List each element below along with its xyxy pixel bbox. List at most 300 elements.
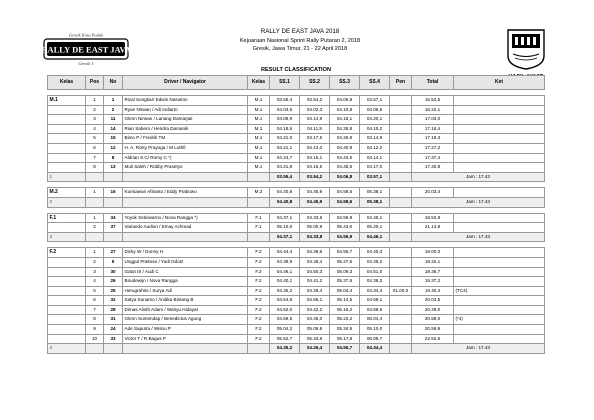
class-label: M.2: [48, 188, 86, 198]
total-cell: 17.16,4: [412, 124, 454, 134]
table-row: [48, 223, 545, 233]
driver-navigator-cell: Dicky W / Donny H: [123, 248, 248, 258]
total-cell: 22.52,5: [412, 334, 454, 344]
class-cell: M.1: [248, 153, 270, 163]
best-ss4: 04.34,4: [360, 344, 390, 354]
class-label: [48, 257, 86, 267]
empty-cell: [123, 232, 248, 242]
position-cell: 3: [86, 267, 104, 277]
driver-navigator-cell: Boudewijn / Nova Rangga: [123, 277, 248, 287]
ss1-cell: 04.52,0: [270, 305, 300, 315]
class-label: [48, 277, 86, 287]
best-ss1: 04.37,1: [270, 232, 300, 242]
empty-cell: [390, 232, 412, 242]
car-number-cell: 30: [104, 267, 123, 277]
empty-cell: [248, 344, 270, 354]
ss2-cell: 04.16,5: [300, 163, 330, 173]
table-row: [48, 267, 545, 277]
penalty-cell: [390, 257, 412, 267]
ss2-cell: 04.17,5: [300, 134, 330, 144]
remark-cell: [454, 134, 545, 144]
position-cell: 3: [86, 115, 104, 125]
penalty-cell: [390, 96, 412, 106]
car-number-cell: 16: [104, 188, 123, 198]
position-cell: 1: [86, 248, 104, 258]
penalty-cell: [390, 296, 412, 306]
driver-navigator-cell: Yoyok Setiowarno / Nova Rangga *): [123, 213, 248, 223]
car-number-cell: 25: [104, 286, 123, 296]
rally-logo-text: RALLY DE EAST JAVA: [41, 44, 131, 55]
ss3-cell: 04.06,8: [330, 96, 360, 106]
remark-cell: [454, 305, 545, 315]
remark-cell: [454, 325, 545, 335]
best-ss3: 04.58,6: [330, 197, 360, 207]
ss2-cell: 04.45,0: [300, 315, 330, 325]
column-header: SS.3: [330, 76, 360, 90]
rally-logo-subtext: Gresik Kota Pudak: [68, 32, 104, 38]
class-label: M.1: [48, 96, 86, 106]
remark-cell: [454, 105, 545, 115]
position-cell: 5: [86, 286, 104, 296]
position-cell: 2: [86, 223, 104, 233]
ss3-cell: 05.09,3: [330, 267, 360, 277]
best-ss3: 04.55,7: [330, 344, 360, 354]
empty-cell: [248, 197, 270, 207]
ss4-cell: 05.38,1: [360, 188, 390, 198]
total-cell: 20.03,5: [412, 296, 454, 306]
position-cell: 7: [86, 153, 104, 163]
table-row: [48, 213, 545, 223]
ss4-cell: 04.20,1: [360, 115, 390, 125]
position-cell: 7: [86, 305, 104, 315]
ss4-cell: 05.10,0: [360, 325, 390, 335]
class-cell: F.2: [248, 248, 270, 258]
rally-logo: [40, 30, 132, 68]
car-number-cell: 2: [104, 105, 123, 115]
driver-navigator-cell: Bimo P / Fredrik TM: [123, 134, 248, 144]
class-label: [48, 153, 86, 163]
class-label: [48, 124, 86, 134]
empty-cell: [104, 197, 123, 207]
ss3-cell: 05.04,4: [330, 286, 360, 296]
class-cell: M.1: [248, 124, 270, 134]
driver-navigator-cell: Glenn Nirwan / Lanang Damarjati: [123, 115, 248, 125]
ss2-cell: 04.13,0: [300, 143, 330, 153]
car-number-cell: 37: [104, 223, 123, 233]
ss4-cell: 05.20,1: [360, 223, 390, 233]
ss3-cell: 04.18,1: [330, 115, 360, 125]
group-rank: 2: [48, 197, 86, 207]
ss4-cell: 04.46,1: [360, 213, 390, 223]
class-label: [48, 115, 86, 125]
car-number-cell: 8: [104, 153, 123, 163]
ss3-cell: 04.43,5: [330, 153, 360, 163]
position-cell: 4: [86, 124, 104, 134]
column-header: Ket: [454, 76, 545, 90]
best-ss2: 04.45,9: [300, 197, 330, 207]
ss4-cell: 04.51,0: [360, 267, 390, 277]
remark-cell: [454, 96, 545, 106]
ss1-cell: 04.59,5: [270, 315, 300, 325]
best-ss2: 04.33,8: [300, 232, 330, 242]
remark-cell: [454, 334, 545, 344]
driver-navigator-cell: Herugrahito / Surya Adi: [123, 286, 248, 296]
event-location: Gresik, Jawa Timur, 21 - 22 April 2018: [252, 46, 348, 52]
class-cell: F.2: [248, 305, 270, 315]
car-number-cell: 31: [104, 315, 123, 325]
total-cell: 17.03,0: [412, 115, 454, 125]
ss4-cell: 04.17,0: [360, 163, 390, 173]
imi-logo: [503, 26, 549, 70]
driver-navigator-cell: Muli Saleh / Robby Prasetyo: [123, 163, 248, 173]
best-ss2: 04.26,4: [300, 344, 330, 354]
total-cell: 19.32,1: [412, 257, 454, 267]
time-stamp: Jam : 17.43: [412, 232, 545, 242]
ss2-cell: 04.45,9: [300, 188, 330, 198]
empty-cell: [390, 344, 412, 354]
remark-cell: [454, 163, 545, 173]
class-label: [48, 334, 86, 344]
table-row: [48, 315, 545, 325]
class-label: [48, 315, 86, 325]
position-cell: 6: [86, 296, 104, 306]
penalty-cell: [390, 267, 412, 277]
position-cell: 5: [86, 134, 104, 144]
car-number-cell: 5: [104, 257, 123, 267]
time-stamp: Jam : 17.43: [412, 172, 545, 182]
driver-navigator-cell: Glenn Sumendap / Benedictus Agung: [123, 315, 248, 325]
remark-cell: [454, 267, 545, 277]
penalty-cell: [390, 188, 412, 198]
car-number-cell: 32: [104, 296, 123, 306]
remark-cell: [454, 124, 545, 134]
ss4-cell: 04.36,2: [360, 257, 390, 267]
ss1-cell: 04.54,8: [270, 296, 300, 306]
ss3-cell: 04.25,9: [330, 134, 360, 144]
position-cell: 8: [86, 315, 104, 325]
car-number-cell: 15: [104, 134, 123, 144]
driver-navigator-cell: H. A. Rizky Prayoga / M Luthfi: [123, 143, 248, 153]
class-cell: M.1: [248, 134, 270, 144]
empty-cell: [390, 197, 412, 207]
table-row: [48, 105, 545, 115]
empty-cell: [123, 172, 248, 182]
ss1-cell: 04.44,4: [270, 248, 300, 258]
ss3-cell: 05.43,0: [330, 223, 360, 233]
total-cell: 18.53,9: [412, 213, 454, 223]
ss3-cell: 04.55,7: [330, 248, 360, 258]
penalty-cell: [390, 134, 412, 144]
driver-navigator-cell: Rizal Sungkar/ Edwin Nasution: [123, 96, 248, 106]
car-number-cell: 12: [104, 143, 123, 153]
ss3-cell: 04.40,9: [330, 143, 360, 153]
ss1-cell: 04.46,1: [270, 267, 300, 277]
empty-cell: [86, 197, 104, 207]
class-label: [48, 305, 86, 315]
ss2-cell: 04.42,2: [300, 305, 330, 315]
ss1-cell: 04.21,0: [270, 134, 300, 144]
ss4-cell: 04.05,5: [360, 105, 390, 115]
column-header: Driver / Navigator: [123, 76, 248, 90]
penalty-cell: [390, 143, 412, 153]
total-cell: 20.59,9: [412, 325, 454, 335]
car-number-cell: 26: [104, 277, 123, 287]
class-cell: F.1: [248, 223, 270, 233]
table-row: [48, 153, 545, 163]
best-times-row: [48, 197, 545, 207]
empty-cell: [104, 232, 123, 242]
ss2-cell: 04.33,8: [300, 213, 330, 223]
table-row: [48, 96, 545, 106]
total-cell: 19.00,0: [412, 248, 454, 258]
penalty-cell: [390, 305, 412, 315]
best-ss3: 04.06,8: [330, 172, 360, 182]
total-cell: 19.37,2: [412, 277, 454, 287]
car-number-cell: 1: [104, 96, 123, 106]
driver-navigator-cell: Unggul Prakoso / Yadi Odotz: [123, 257, 248, 267]
ss4-cell: 06.08,7: [360, 334, 390, 344]
best-ss1: 04.35,2: [270, 344, 300, 354]
class-label: F.1: [48, 213, 86, 223]
driver-navigator-cell: Ade Saputra / Wisnu P: [123, 325, 248, 335]
table-row: [48, 143, 545, 153]
ss4-cell: 04.10,2: [360, 124, 390, 134]
position-cell: 9: [86, 325, 104, 335]
time-stamp: Jam : 17.43: [412, 197, 545, 207]
car-number-cell: 28: [104, 305, 123, 315]
position-cell: 10: [86, 334, 104, 344]
ss1-cell: 04.18,6: [270, 124, 300, 134]
car-number-cell: 14: [104, 124, 123, 134]
best-ss3: 04.56,9: [330, 232, 360, 242]
class-label: [48, 134, 86, 144]
event-subtitle: Kejuaraan Nasional Sprint Rally Putaran 2, 2018: [239, 38, 361, 44]
column-header: Pos: [86, 76, 104, 90]
remark-cell: [454, 257, 545, 267]
penalty-cell: [390, 325, 412, 335]
table-row: [48, 188, 545, 198]
remark-cell: [454, 248, 545, 258]
driver-navigator-cell: Ryan Nirwan / Adi Indiarto: [123, 105, 248, 115]
total-cell: 17.37,4: [412, 153, 454, 163]
group-rank: 4: [48, 344, 86, 354]
class-cell: F.2: [248, 257, 270, 267]
ss4-cell: 06.04,4: [360, 315, 390, 325]
ss1-cell: 04.21,1: [270, 143, 300, 153]
position-cell: 1: [86, 96, 104, 106]
ss4-cell: 04.40,3: [360, 248, 390, 258]
class-cell: F.1: [248, 213, 270, 223]
class-label: [48, 143, 86, 153]
class-label: [48, 286, 86, 296]
empty-cell: [86, 172, 104, 182]
remark-cell: [454, 188, 545, 198]
column-header: Total: [412, 76, 454, 90]
car-number-cell: 13: [104, 163, 123, 173]
position-cell: 8: [86, 163, 104, 173]
class-cell: F.2: [248, 286, 270, 296]
penalty-cell: [390, 223, 412, 233]
empty-cell: [248, 232, 270, 242]
best-ss1: 04.40,8: [270, 197, 300, 207]
class-label: F.2: [48, 248, 86, 258]
class-cell: M.1: [248, 143, 270, 153]
remark-cell: [454, 143, 545, 153]
position-cell: 1: [86, 213, 104, 223]
car-number-cell: 24: [104, 325, 123, 335]
total-cell: 21.13,9: [412, 223, 454, 233]
column-header: Kelas: [248, 76, 270, 90]
ss2-cell: 04.41,2: [300, 277, 330, 287]
class-cell: M.1: [248, 96, 270, 106]
ss3-cell: 04.45,5: [330, 163, 360, 173]
remark-cell: [454, 115, 545, 125]
position-cell: 1: [86, 188, 104, 198]
ss1-cell: 04.37,1: [270, 213, 300, 223]
class-cell: M.2: [248, 188, 270, 198]
ss2-cell: 05.33,8: [300, 334, 330, 344]
ss2-cell: 05.09,8: [300, 325, 330, 335]
class-label: [48, 223, 86, 233]
empty-cell: [248, 172, 270, 182]
ss4-cell: 04.34,4: [360, 286, 390, 296]
ss2-cell: 04.15,1: [300, 153, 330, 163]
penalty-cell: [390, 334, 412, 344]
ss3-cell: 05.37,6: [330, 277, 360, 287]
table-row: [48, 334, 545, 344]
total-cell: 15.53,5: [412, 96, 454, 106]
empty-cell: [86, 232, 104, 242]
car-number-cell: 11: [104, 115, 123, 125]
class-cell: F.2: [248, 267, 270, 277]
penalty-cell: [390, 115, 412, 125]
column-header: Pen: [390, 76, 412, 90]
table-row: [48, 115, 545, 125]
total-cell: 17.19,3: [412, 134, 454, 144]
remark-cell: [454, 223, 545, 233]
rally-logo-bottom: Gresik 1: [78, 61, 94, 66]
ss1-cell: 04.40,8: [270, 188, 300, 198]
ss2-cell: 04.14,9: [300, 115, 330, 125]
class-cell: M.1: [248, 115, 270, 125]
ss3-cell: 04.35,8: [330, 124, 360, 134]
class-cell: M.1: [248, 163, 270, 173]
ss4-cell: 04.38,3: [360, 277, 390, 287]
empty-cell: [86, 344, 104, 354]
total-cell: 19.36,7: [412, 267, 454, 277]
table-row: [48, 134, 545, 144]
table-row: [48, 257, 545, 267]
time-stamp: Jam : 17.43: [412, 344, 545, 354]
ss3-cell: 04.56,9: [330, 213, 360, 223]
position-cell: 4: [86, 277, 104, 287]
car-number-cell: 33: [104, 334, 123, 344]
class-label: [48, 325, 86, 335]
class-label: [48, 267, 86, 277]
best-ss4: 03.57,1: [360, 172, 390, 182]
class-label: [48, 163, 86, 173]
ss1-cell: 04.09,9: [270, 115, 300, 125]
ss4-cell: 04.14,1: [360, 153, 390, 163]
penalty-cell: [390, 163, 412, 173]
class-cell: F.2: [248, 315, 270, 325]
group-rank: 3: [48, 232, 86, 242]
ss2-cell: 04.26,4: [300, 286, 330, 296]
ss1-cell: 04.35,2: [270, 286, 300, 296]
remark-cell: [454, 296, 545, 306]
ss1-cell: 04.03,5: [270, 105, 300, 115]
ss2-cell: 04.11,8: [300, 124, 330, 134]
ss2-cell: 04.02,3: [300, 105, 330, 115]
best-times-row: [48, 344, 545, 354]
driver-navigator-cell: Dimas Alioth Adam / Wahyu Hidayat: [123, 305, 248, 315]
ss2-cell: 04.55,1: [300, 296, 330, 306]
driver-navigator-cell: Satya Sunarso / Andika Bintang B: [123, 296, 248, 306]
table-header-row: [48, 76, 545, 90]
penalty-cell: [390, 124, 412, 134]
driver-navigator-cell: Kurniawan Afrianto / Eddy Prabowo: [123, 188, 248, 198]
table-row: [48, 305, 545, 315]
ss1-cell: 05.04,2: [270, 325, 300, 335]
remark-cell: [454, 277, 545, 287]
ss2-cell: 04.50,3: [300, 267, 330, 277]
ss3-cell: 04.58,6: [330, 188, 360, 198]
empty-cell: [104, 344, 123, 354]
empty-cell: [104, 172, 123, 182]
class-cell: F.2: [248, 296, 270, 306]
penalty-cell: [390, 105, 412, 115]
driver-navigator-cell: Rian Sabero / Hendra Damanik: [123, 124, 248, 134]
class-label: [48, 105, 86, 115]
ss3-cell: 06.16,2: [330, 305, 360, 315]
column-header: SS.4: [360, 76, 390, 90]
remark-cell: [454, 213, 545, 223]
best-ss1: 03.55,4: [270, 172, 300, 182]
table-row: [48, 325, 545, 335]
column-header: No: [104, 76, 123, 90]
position-cell: 6: [86, 143, 104, 153]
best-ss2: 03.54,2: [300, 172, 330, 182]
ss2-cell: 04.39,6: [300, 248, 330, 258]
result-table: [47, 75, 545, 354]
ss1-cell: 04.24,7: [270, 153, 300, 163]
ss2-cell: 05.00,8: [300, 223, 330, 233]
class-cell: F.2: [248, 277, 270, 287]
ss2-cell: 03.54,2: [300, 96, 330, 106]
position-cell: 2: [86, 105, 104, 115]
ss3-cell: 05.27,6: [330, 257, 360, 267]
ss3-cell: 05.23,2: [330, 315, 360, 325]
ss4-cell: 04.59,1: [360, 296, 390, 306]
car-number-cell: 34: [104, 213, 123, 223]
best-times-row: [48, 232, 545, 242]
ss3-cell: 05.14,5: [330, 296, 360, 306]
table-row: [48, 277, 545, 287]
ss4-cell: 04.12,2: [360, 143, 390, 153]
table-row: [48, 296, 545, 306]
total-cell: 17.27,2: [412, 143, 454, 153]
penalty-cell: [390, 213, 412, 223]
driver-navigator-cell: Gatot IS / Audi C: [123, 267, 248, 277]
column-header: SS.2: [300, 76, 330, 90]
ss1-cell: 05.10,0: [270, 223, 300, 233]
driver-navigator-cell: Victor T / R Bagus P: [123, 334, 248, 344]
total-cell: 17.40,8: [412, 163, 454, 173]
ss2-cell: 04.48,4: [300, 257, 330, 267]
ss4-cell: 03.57,1: [360, 96, 390, 106]
ss1-cell: 05.52,7: [270, 334, 300, 344]
remark-cell: [454, 153, 545, 163]
